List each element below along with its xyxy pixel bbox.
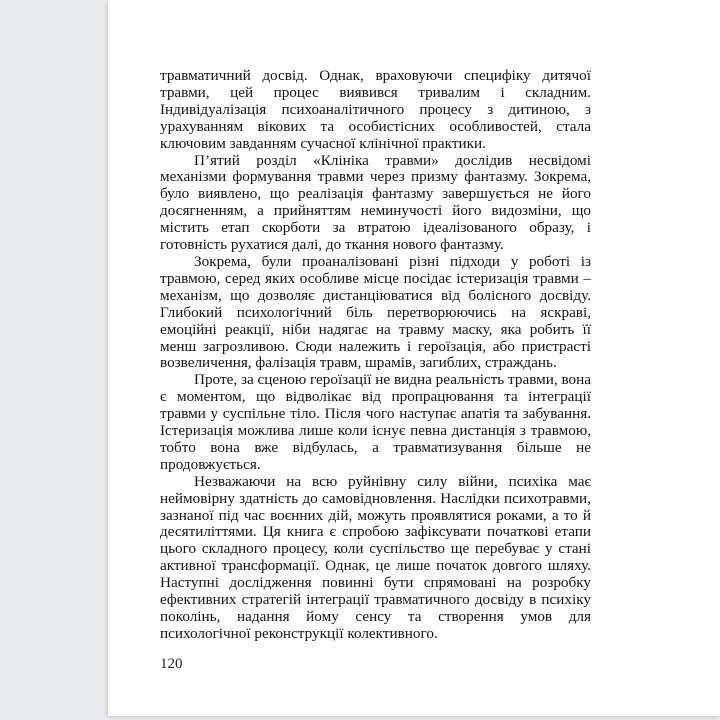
paragraph: Незважаючи на всю руйнівну силу війни, психіка має неймовірну здатність до самовідновлення. Наслідки психотравми, зазнаної під час воєнних дій, можуть проявлятися роками, а то й десятиліттями. Ця книга є спробою зафіксувати початкові етапи цього складного процесу, коли суспільство ще перебуває у стані активної трансформації. Однак, це лише початок довгого шляху. Наступні дослідження повинні бути спрямовані на розробку ефективних стратегій інтеграції травматичного досвіду в психіку поколінь, надання йому сенсу та створення умов для психологічної реконструкції колективного. bbox=[160, 472, 591, 642]
paragraph: Зокрема, були проаналізовані різні підходи у роботі із травмою, серед яких особливе місце посідає істеризація травми – механізм, що дозволяє дистанціюватися від болісного досвіду. Глибокий психологічний біль перетворюючись на яскраві, емоційні реакції, ніби надягає на травму маску, яка робить її менш загрозливою. Сюди належить і героїзація, або пристрасті возвеличення, фалізація травм, шрамів, загиблих, страждань. bbox=[160, 252, 591, 372]
page-number: 120 bbox=[160, 656, 183, 672]
book-page bbox=[108, 0, 720, 716]
paragraph: Проте, за сценою героїзації не видна реальність травми, вона є моментом, що відволікає від пропрацювання та інтеграції травми у суспільне тіло. Після чого наступає апатія та забування. Істеризація можлива лише коли існує певна дистанція з травмою, тобто вона вже відбулась, а травматизування більше не продовжується. bbox=[160, 371, 591, 473]
paragraph: травматичний досвід. Однак, враховуючи специфіку дитячої травми, цей процес виявився тривалим і складним. Індивідуалізація психоаналітичного процесу з дитиною, з урахуванням вікових та особистісних особливостей, стала ключовим завданням сучасної клінічної практики. bbox=[160, 67, 591, 152]
paragraph: П’ятий розділ «Клініка травми» дослідив несвідомі механізми формування травми через призму фантазму. Зокрема, було виявлено, що реалізація фантазму завершується не його досягненням, а прийняттям неминучості його видозміни, що містить етап скорботи за втратою ідеалізованого образу, і готовність рухатися далі, до ткання нового фантазму. bbox=[160, 151, 591, 254]
body-text bbox=[160, 68, 591, 643]
